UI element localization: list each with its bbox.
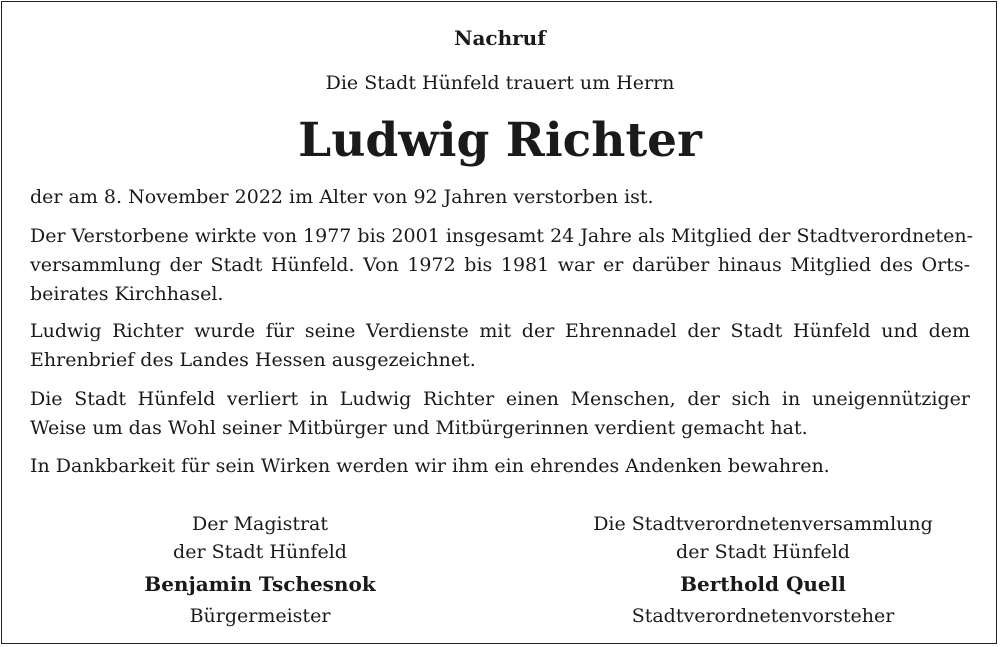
deceased-name: Ludwig Richter (298, 113, 702, 168)
signature-name: Benjamin Tschesnok (144, 572, 376, 596)
paragraph-line: In Dankbarkeit für sein Wirken werden wir ihm ein ehrendes Andenken bewahren. (30, 455, 830, 477)
paragraph-line: Die Stadt Hünfeld verliert in Ludwig Richter einen Menschen, der sich in uneigennütziger (30, 388, 970, 410)
signature-left (60, 510, 460, 630)
signature-title: Bürgermeister (189, 605, 331, 627)
signature-org-line: der Stadt Hünfeld (173, 541, 347, 563)
signature-org-line: Der Magistrat (191, 513, 329, 535)
paragraph-line: beirates Kirchhasel. (30, 283, 224, 305)
paragraph-line: versammlung der Stadt Hünfeld. Von 1972 bis 1981 war er darüber hinaus Mitglied des Orts- (30, 254, 970, 276)
signature-org-line: Die Stadtverordnetenversammlung (593, 513, 933, 535)
paragraph-honors (30, 317, 970, 375)
paragraph-career (30, 222, 974, 309)
paragraph-tribute (30, 385, 970, 443)
signature-title: Stadtverordnetenvorsteher (631, 605, 895, 627)
paragraph-line: Der Verstorbene wirkte von 1977 bis 2001 insgesamt 24 Jahre als Mitglied der Stadtverordneten- (30, 225, 974, 247)
paragraph-line: Ehrenbrief des Landes Hessen ausgezeichnet. (30, 349, 476, 371)
notice-intro: Die Stadt Hünfeld trauert um Herrn (325, 72, 675, 94)
paragraph-line: Ludwig Richter wurde für seine Verdienste mit der Ehrennadel der Stadt Hünfeld und dem (30, 320, 970, 342)
paragraph-death-date (30, 183, 970, 212)
paragraph-line: der am 8. November 2022 im Alter von 92 Jahren verstorben ist. (30, 186, 654, 208)
paragraph-line: Weise um das Wohl seiner Mitbürger und Mitbürgerinnen verdient gemacht hat. (30, 417, 808, 439)
signature-org-line: der Stadt Hünfeld (676, 541, 850, 563)
notice-heading: Nachruf (454, 26, 546, 50)
signature-name: Berthold Quell (680, 572, 846, 596)
paragraph-gratitude (30, 452, 970, 481)
signature-right (563, 510, 963, 630)
